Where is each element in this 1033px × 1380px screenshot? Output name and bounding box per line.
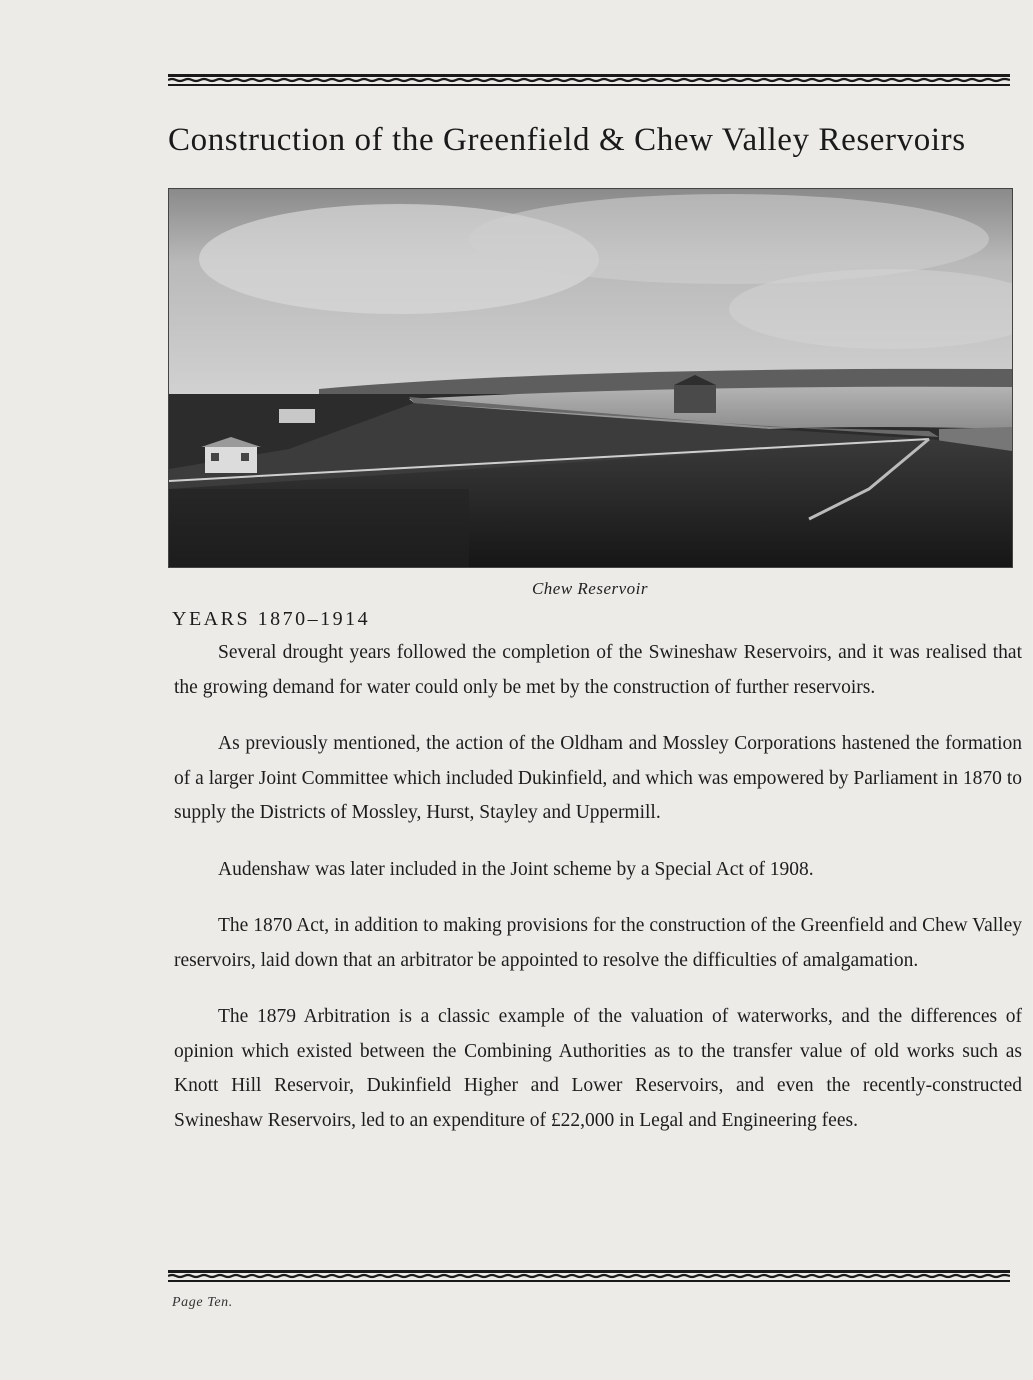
page-number: Page Ten. <box>172 1295 233 1310</box>
body-text <box>174 636 1022 1160</box>
paragraph: Audenshaw was later included in the Joint scheme by a Special Act of 1908. <box>218 858 814 880</box>
page-title: Construction of the Greenfield & Chew Valley Reservoirs <box>168 122 966 158</box>
paragraph: The 1870 Act, in addition to making provisions for the construction of the Greenfield and Chew Valley reservoirs, laid down that an arbitrator be appointed to resolve the difficulties of amalgamation. <box>174 915 1022 971</box>
decorative-top-rule <box>168 72 1010 88</box>
photo-caption: Chew Reservoir <box>531 579 649 598</box>
reservoir-photograph <box>168 188 1013 568</box>
decorative-bottom-rule <box>168 1268 1010 1284</box>
paragraph: The 1879 Arbitration is a classic example of the valuation of waterworks, and the differences of opinion which existed between the Combining Authorities as to the transfer value of old works such as Knott Hill Reservoir, Dukinfield Higher and Lower Reservoirs, and even the recently-constructed Swineshaw Reservoirs, led to an expenditure of £22,000 in Legal and Engineering fees. <box>174 1006 1022 1131</box>
paragraph: Several drought years followed the completion of the Swineshaw Reservoirs, and it was realised that the growing demand for water could only be met by the construction of further reservoirs. <box>174 642 1022 698</box>
section-heading: YEARS 1870–1914 <box>172 608 371 630</box>
paragraph: As previously mentioned, the action of the Oldham and Mossley Corporations hastened the formation of a larger Joint Committee which included Dukinfield, and which was empowered by Parliament in 1870 to supply the Districts of Mossley, Hurst, Stayley and Uppermill. <box>174 733 1022 823</box>
